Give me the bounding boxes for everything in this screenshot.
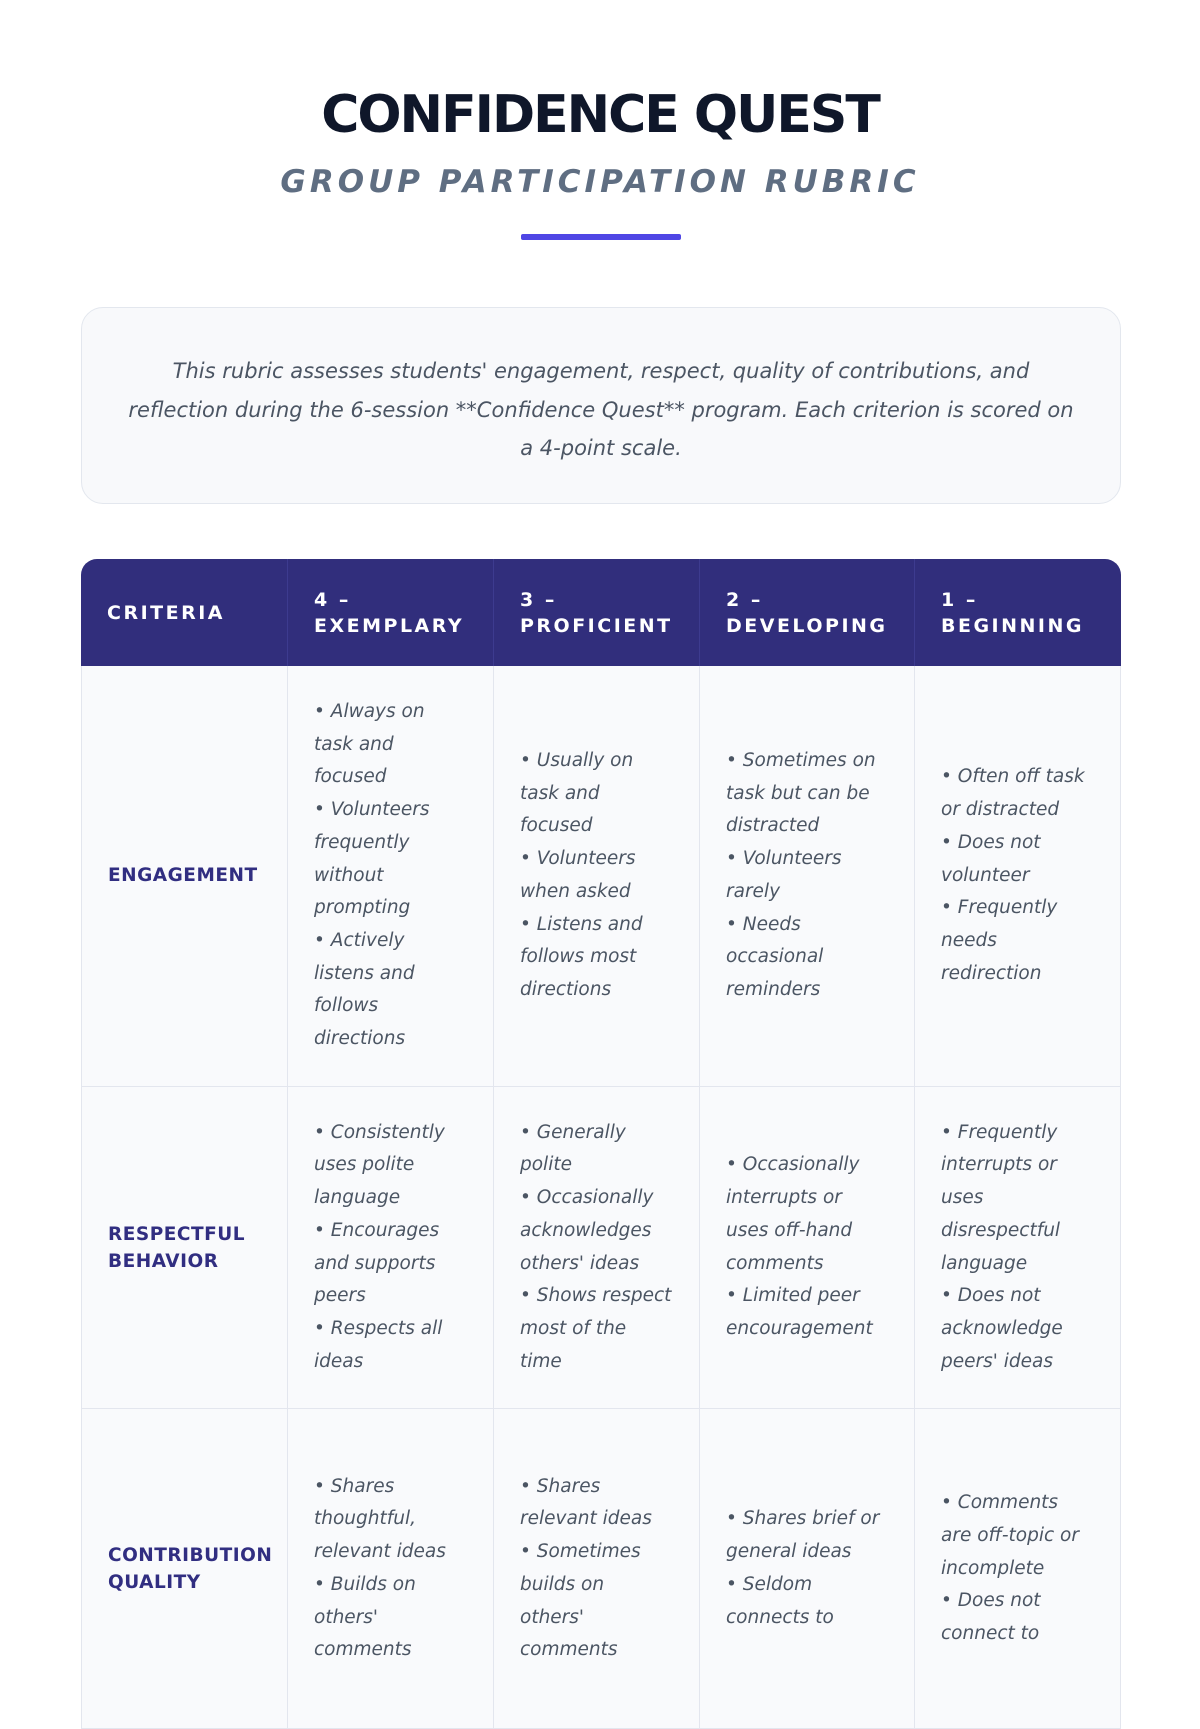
descriptor-cell-exemplary bbox=[288, 1409, 494, 1729]
descriptor-item: • Listens and follows most directions bbox=[520, 909, 673, 1007]
descriptor-item: • Builds on others' comments bbox=[314, 1569, 467, 1667]
descriptor-cell-exemplary bbox=[288, 1087, 494, 1410]
descriptor-item: • Shares relevant ideas bbox=[520, 1471, 673, 1536]
descriptor-item: • Shares thoughtful, relevant ideas bbox=[314, 1471, 467, 1569]
descriptor-item: • Limited peer encouragement bbox=[726, 1280, 888, 1345]
descriptor-item: • Shares brief or general ideas bbox=[726, 1503, 888, 1568]
descriptor-cell-beginning bbox=[915, 1409, 1121, 1729]
descriptor-item: • Does not acknowledge peers' ideas bbox=[941, 1280, 1094, 1378]
criterion-label: RESPECTFUL BEHAVIOR bbox=[81, 1087, 288, 1410]
rubric-table bbox=[81, 559, 1121, 1729]
page-subtitle: GROUP PARTICIPATION RUBRIC bbox=[280, 164, 920, 200]
descriptor-item: • Usually on task and focused bbox=[520, 745, 673, 843]
column-header-proficient: 3 – PROFICIENT bbox=[494, 559, 700, 666]
descriptor-cell-exemplary bbox=[288, 666, 494, 1087]
descriptor-cell-developing bbox=[700, 666, 915, 1087]
rubric-body bbox=[81, 666, 1121, 1729]
descriptor-item: • Often off task or distracted bbox=[941, 761, 1094, 826]
descriptor-item: • Generally polite bbox=[520, 1117, 673, 1182]
criterion-label: CONTRIBUTION QUALITY bbox=[81, 1409, 288, 1729]
column-header-developing: 2 – DEVELOPING bbox=[700, 559, 915, 666]
descriptor-item: • Sometimes builds on others' comments bbox=[520, 1536, 673, 1667]
descriptor-item: • Occasionally interrupts or uses off-hand comments bbox=[726, 1149, 888, 1280]
table-row bbox=[81, 1409, 1121, 1729]
table-row bbox=[81, 666, 1121, 1087]
intro-box bbox=[81, 307, 1121, 504]
table-header-row bbox=[81, 559, 1121, 666]
title-accent-divider bbox=[521, 234, 681, 240]
column-header-beginning: 1 – BEGINNING bbox=[915, 559, 1121, 666]
descriptor-item: • Does not volunteer bbox=[941, 827, 1094, 892]
descriptor-item: • Encourages and supports peers bbox=[314, 1215, 467, 1313]
descriptor-item: • Volunteers when asked bbox=[520, 843, 673, 908]
descriptor-cell-proficient bbox=[494, 1409, 700, 1729]
page-title: CONFIDENCE QUEST bbox=[321, 85, 879, 145]
column-header-criteria: CRITERIA bbox=[81, 559, 288, 666]
descriptor-item: • Seldom connects to bbox=[726, 1569, 888, 1634]
descriptor-item: • Sometimes on task but can be distracted bbox=[726, 745, 888, 843]
descriptor-cell-proficient bbox=[494, 1087, 700, 1410]
descriptor-cell-developing bbox=[700, 1087, 915, 1410]
descriptor-item: • Consistently uses polite language bbox=[314, 1117, 467, 1215]
column-header-exemplary: 4 – EXEMPLARY bbox=[288, 559, 494, 666]
intro-text: This rubric assesses students' engagement, respect, quality of contributions, and reflection during the 6-session **Confidence Quest** program. Each criterion is scored on a 4-point scale. bbox=[128, 359, 1074, 460]
descriptor-item: • Actively listens and follows directions bbox=[314, 925, 467, 1056]
descriptor-item: • Occasionally acknowledges others' ideas bbox=[520, 1182, 673, 1280]
descriptor-item: • Always on task and focused bbox=[314, 696, 467, 794]
descriptor-cell-developing bbox=[700, 1409, 915, 1729]
descriptor-cell-proficient bbox=[494, 666, 700, 1087]
descriptor-item: • Volunteers rarely bbox=[726, 843, 888, 908]
descriptor-cell-beginning bbox=[915, 666, 1121, 1087]
descriptor-item: • Volunteers frequently without prompting bbox=[314, 794, 467, 925]
descriptor-item: • Shows respect most of the time bbox=[520, 1280, 673, 1378]
descriptor-item: • Comments are off-topic or incomplete bbox=[941, 1487, 1094, 1585]
descriptor-item: • Frequently needs redirection bbox=[941, 892, 1094, 990]
descriptor-item: • Needs occasional reminders bbox=[726, 909, 888, 1007]
descriptor-cell-beginning bbox=[915, 1087, 1121, 1410]
descriptor-item: • Frequently interrupts or uses disrespectful language bbox=[941, 1117, 1094, 1281]
table-row bbox=[81, 1087, 1121, 1410]
criterion-label: ENGAGEMENT bbox=[81, 666, 288, 1087]
descriptor-item: • Respects all ideas bbox=[314, 1313, 467, 1378]
descriptor-item: • Does not connect to bbox=[941, 1585, 1094, 1650]
